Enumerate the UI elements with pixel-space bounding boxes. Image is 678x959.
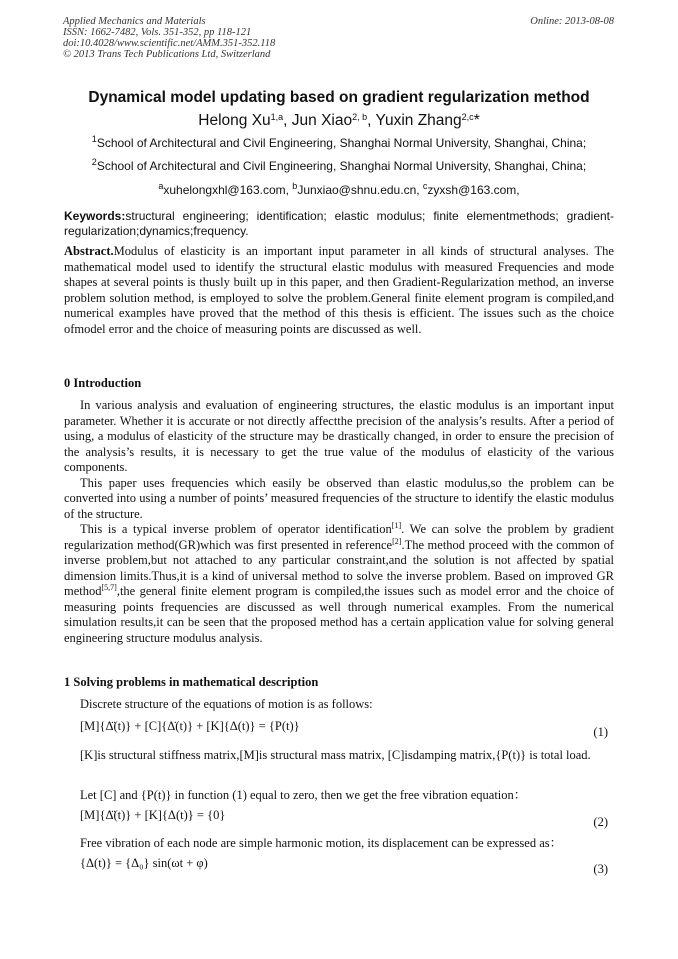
symbol: {P(t)} (495, 748, 527, 762)
text: and (116, 788, 141, 802)
equation-intro-line: Discrete structure of the equations of motion is as follows: (80, 697, 373, 711)
affiliation-mark: 1 (91, 134, 97, 144)
text: in function (1) equal to zero, then we get the free vibration equation： (171, 788, 527, 802)
affiliation-2 (20, 159, 658, 173)
author-affil-mark: 1,a (270, 112, 284, 122)
paragraph: This paper uses frequencies which easily be observed than elastic modulus,so the problem can be converted into using a number of points’ measured frequencies of the structure to identify the elastic modulus of the structure. (64, 475, 614, 521)
equation-1: [M]{Δ̈(t)} + [C]{Δ̇(t)} + [K]{Δ(t)} = {P(t)} (80, 719, 300, 733)
text: is structural stiffness matrix, (97, 748, 240, 762)
email-address[interactable]: Junxiao@shnu.edu.cn, (297, 183, 423, 197)
symbol: [C] (387, 748, 405, 762)
let-statement (64, 788, 630, 804)
online-date: Online: 2013-08-08 (530, 16, 614, 27)
text: Let (80, 788, 100, 802)
paragraph-text: .The method proceed with the common of inverse problem,but not attached to any particular constraint,and the solution is not affected by spatial dimension limits.Thus,it is a kind of universal method to solve the inverse problem. Based on improved GR method (64, 537, 614, 598)
email-mark: c (422, 181, 428, 191)
author-separator: , (283, 112, 292, 129)
text: is total load. (526, 748, 591, 762)
journal-header (63, 16, 423, 60)
email-mark: b (292, 181, 298, 191)
abstract-text: Modulus of elasticity is an important input parameter in all kinds of structural analyses. The mathematical model used to identify the structural elastic modulus with measured Frequencies and mode shapes at several points is thusly built up in this paper, and then Gradient-Regularization method, an inverse problem solution method, is employed to solve the problem.General finite element program is compiled,and numerical examples have proved that the method of this thesis is efficient. The issues such as the choice ofmodel error and the choice of measuring points are discussed as well. (64, 244, 614, 336)
author-name: Yuxin Zhang (375, 112, 462, 129)
email-address[interactable]: zyxsh@163.com, (427, 183, 520, 197)
symbol: {P(t)} (140, 788, 172, 802)
journal-issn: ISSN: 1662-7482, Vols. 351-352, pp 118-121 (63, 27, 252, 38)
author-name: Jun Xiao (291, 112, 353, 129)
citation[interactable]: [2] (392, 536, 402, 546)
paragraph-text: . We can solve the problem by gradient regularization method(GR)which was first presented in reference (64, 522, 615, 552)
equation-number-3: (3) (593, 862, 608, 876)
section-heading-1: 1 Solving problems in mathematical description (64, 675, 319, 689)
equation-3: {Δ(t)} = {Δ₀} sin(ωt + φ) (80, 856, 208, 870)
matrix-description (64, 748, 614, 764)
corresponding-mark: * (473, 112, 480, 129)
keywords-text: structural engineering; identification; elastic modulus; finite elementmethods; gradient-regularization;dynamics;frequency. (64, 209, 614, 238)
email-mark: a (158, 181, 164, 191)
citation[interactable]: [1] (391, 521, 402, 530)
journal-name: Applied Mechanics and Materials (63, 16, 206, 27)
abstract-block (64, 244, 614, 337)
author-name: Helong Xu (198, 112, 271, 129)
symbol: [M] (239, 748, 259, 762)
section-heading-introduction: 0 Introduction (64, 376, 142, 390)
author-affil-mark: 2, b (352, 112, 368, 122)
keywords-block (64, 209, 614, 238)
journal-doi: doi:10.4028/www.scientific.net/AMM.351-352.118 (63, 38, 276, 49)
citation[interactable]: [5,7] (101, 583, 117, 592)
symbol: [K] (80, 748, 98, 762)
equation-2: [M]{Δ̈(t)} + [K]{Δ(t)} = {0} (80, 808, 226, 822)
affiliation-text: School of Architectural and Civil Engineering, Shanghai Normal University, Shanghai, China; (96, 136, 587, 150)
paper-title: Dynamical model updating based on gradient regularization method (88, 89, 590, 106)
paragraph: In various analysis and evaluation of engineering structures, the elastic modulus is an important input parameter. Whether it is accurate or not directly affectthe precision of the analysis’s results. After a period of using, a modulus of elasticity of the structure may be drastically changed, in order to ensure the precision of the analysis’s results, it is necessary to get the true value of the modulus of elasticity of the various components. (64, 398, 614, 474)
text: isdamping matrix, (404, 748, 496, 762)
author-emails (20, 183, 658, 197)
symbol: [C] (99, 788, 117, 802)
free-vibration-line: Free vibration of each node are simple harmonic motion, its displacement can be expressed as： (80, 836, 563, 850)
author-list (20, 112, 658, 130)
text: is structural mass matrix, (258, 748, 388, 762)
email-address[interactable]: xuhelongxhl@163.com, (163, 183, 293, 197)
author-affil-mark: 2,c (461, 112, 474, 122)
paragraph-text: ,the general finite element program is compiled,the issues such as model error and the choice of measuring points frequencies are discussed as well through numerical examples. From the numerical simulation results,it can be seen that the proposed method has a certain application value for solving general engineering structure modulus analysis. (64, 584, 614, 645)
affiliation-mark: 2 (91, 157, 97, 167)
paragraph (64, 522, 614, 646)
paragraph-text: This is a typical inverse problem of operator identification (80, 522, 392, 536)
affiliation-1 (20, 136, 658, 150)
affiliation-text: School of Architectural and Civil Engineering, Shanghai Normal University, Shanghai, China; (96, 159, 587, 173)
author-separator: , (367, 112, 376, 129)
equation-number-2: (2) (593, 815, 608, 829)
journal-copyright: © 2013 Trans Tech Publications Ltd, Switzerland (63, 49, 271, 60)
keywords-label: Keywords: (64, 209, 126, 223)
equation-number-1: (1) (593, 725, 608, 739)
introduction-body (64, 398, 614, 646)
abstract-label: Abstract. (64, 244, 114, 258)
